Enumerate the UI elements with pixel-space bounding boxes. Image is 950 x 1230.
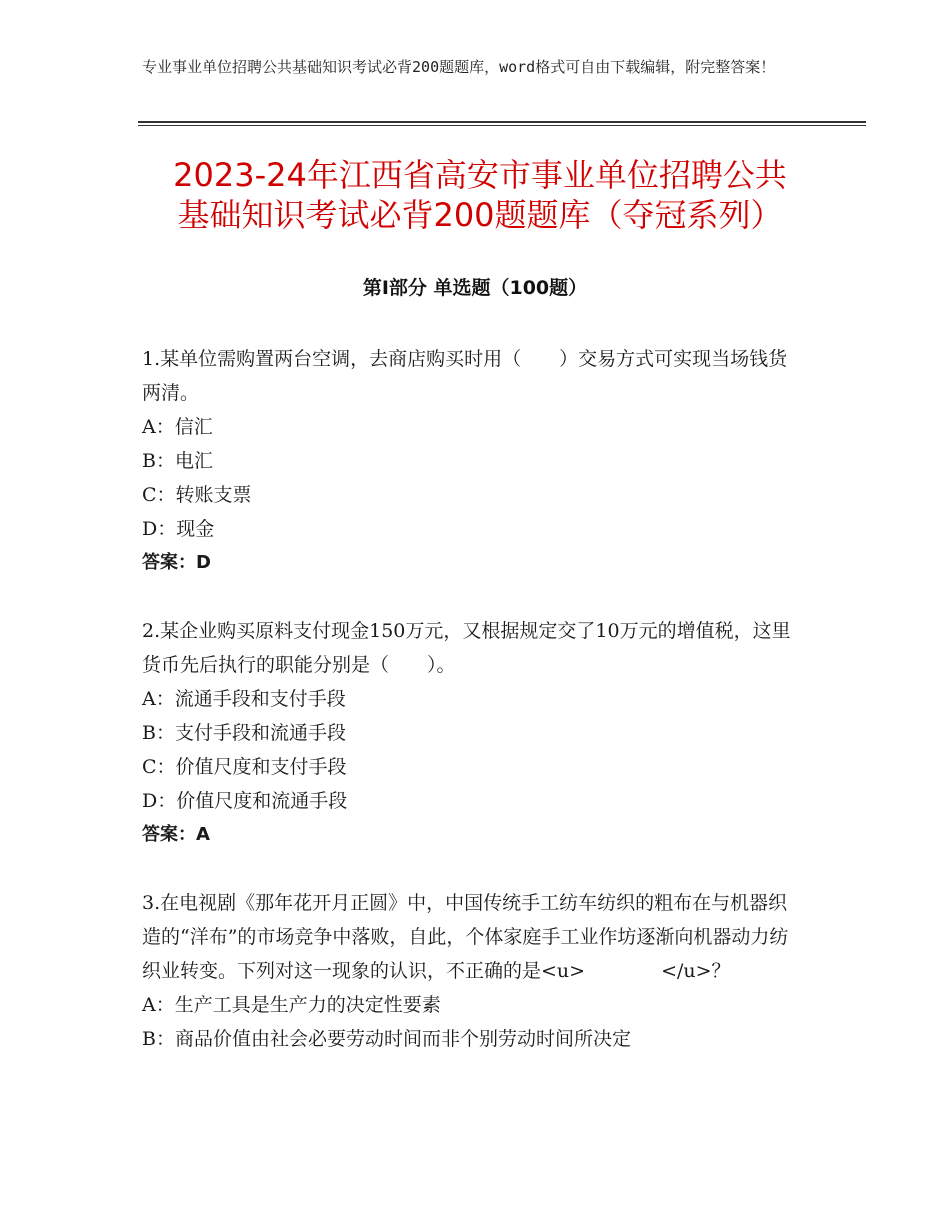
- option-c: C：价值尺度和支付手段: [142, 756, 347, 778]
- question-stem: 1.某单位需购置两台空调，去商店购买时用（ ）交易方式可实现当场钱货两清。: [142, 348, 788, 404]
- section-heading: 第Ⅰ部分 单选题（100题）: [362, 277, 588, 299]
- question-1: [142, 342, 802, 580]
- option-b: B：电汇: [142, 450, 213, 472]
- header-note: 专业事业单位招聘公共基础知识考试必背200题题库，word格式可自由下载编辑，附完整答案！: [142, 58, 776, 76]
- header-divider-thin: [138, 125, 866, 126]
- header-divider-thick: [138, 121, 866, 123]
- option-b: B：支付手段和流通手段: [142, 722, 346, 744]
- document-title: [150, 155, 810, 235]
- option-c: C：转账支票: [142, 484, 252, 506]
- option-a: A：流通手段和支付手段: [142, 688, 346, 710]
- option-a: A：生产工具是生产力的决定性要素: [142, 994, 441, 1016]
- question-2: [142, 614, 802, 852]
- option-b: B：商品价值由社会必要劳动时间而非个别劳动时间所决定: [142, 1028, 631, 1050]
- document-title-line-1: 2023-24年江西省高安市事业单位招聘公共: [173, 156, 787, 194]
- answer-label: 答案：A: [142, 824, 210, 845]
- answer-label: 答案：D: [142, 552, 211, 573]
- question-stem: 3.在电视剧《那年花开月正圆》中，中国传统手工纺车纺织的粗布在与机器织造的“洋布”的市场竞争中落败，自此，个体家庭手工业作坊逐渐向机器动力纺织业转变。下列对这一现象的认识，不正确的是<u> </u>？: [142, 892, 789, 982]
- question-stem: 2.某企业购买原料支付现金150万元，又根据规定交了10万元的增值税，这里货币先后执行的职能分别是（ ）。: [142, 620, 791, 676]
- option-d: D：价值尺度和流通手段: [142, 790, 348, 812]
- document-title-line-2: 基础知识考试必背200题题库（夺冠系列）: [177, 196, 783, 234]
- option-d: D：现金: [142, 518, 215, 540]
- option-a: A：信汇: [142, 416, 213, 438]
- question-3: [142, 886, 802, 1056]
